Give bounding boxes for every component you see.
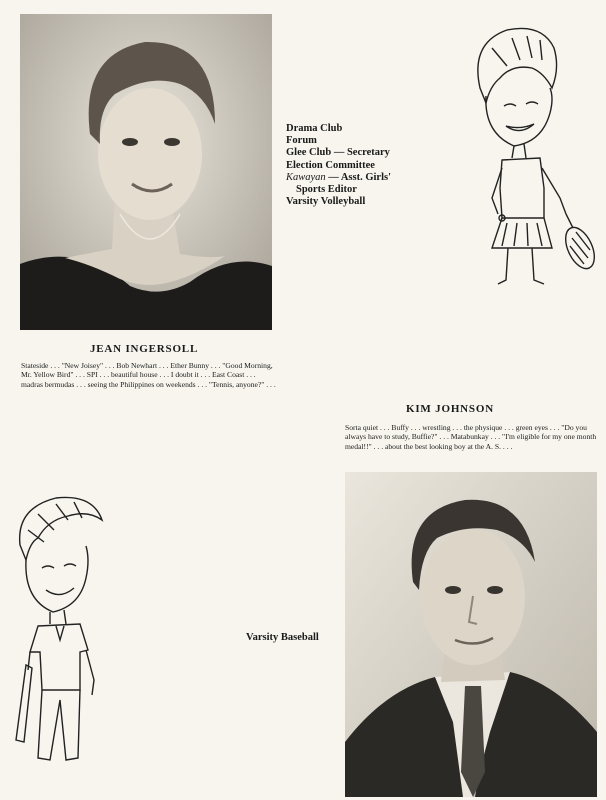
caricature-drawing-kim	[8, 490, 123, 775]
activity-glee-club: Glee Club — Secretary	[286, 147, 390, 159]
activity-varsity-baseball: Varsity Baseball	[246, 632, 319, 643]
activity-kawayan-title: Kawayan	[286, 171, 326, 183]
student-name-jean: JEAN INGERSOLL	[90, 343, 199, 355]
portrait-photo-jean	[20, 14, 272, 330]
student-blurb-kim: Sorta quiet . . . Buffy . . . wrestling . . . the physique . . . green eyes . . . "Do you always have to study, Buffie?" . . . Matabunkay . . . "I'm eligible for my one month medal!!" . . . about the best looking boy at the A. S. . . .	[345, 423, 597, 451]
activity-kawayan-role: — Asst. Girls'	[325, 171, 392, 183]
activity-sports-editor: Sports Editor	[296, 184, 357, 196]
activity-forum: Forum	[286, 135, 317, 147]
activity-list-jean	[286, 123, 391, 208]
portrait-photo-kim	[345, 472, 597, 797]
activity-election-committee: Election Committee	[286, 159, 375, 171]
activity-kawayan	[286, 172, 391, 184]
activity-drama-club: Drama Club	[286, 123, 343, 134]
student-name-kim: KIM JOHNSON	[406, 403, 494, 415]
caricature-drawing-jean	[462, 18, 602, 288]
activity-varsity-volleyball: Varsity Volleyball	[286, 196, 366, 208]
student-blurb-jean: Stateside . . . "New Joisey" . . . Bob Newhart . . . Ether Bunny . . . "Good Morning, Mr. Yellow Bird" . . . SPI . . . beautiful house . . . I doubt it . . . East Coast . . . madras bermudas . . . seeing the Philippines on weekends . . . "Tennis, anyone?" . . .	[21, 361, 276, 389]
